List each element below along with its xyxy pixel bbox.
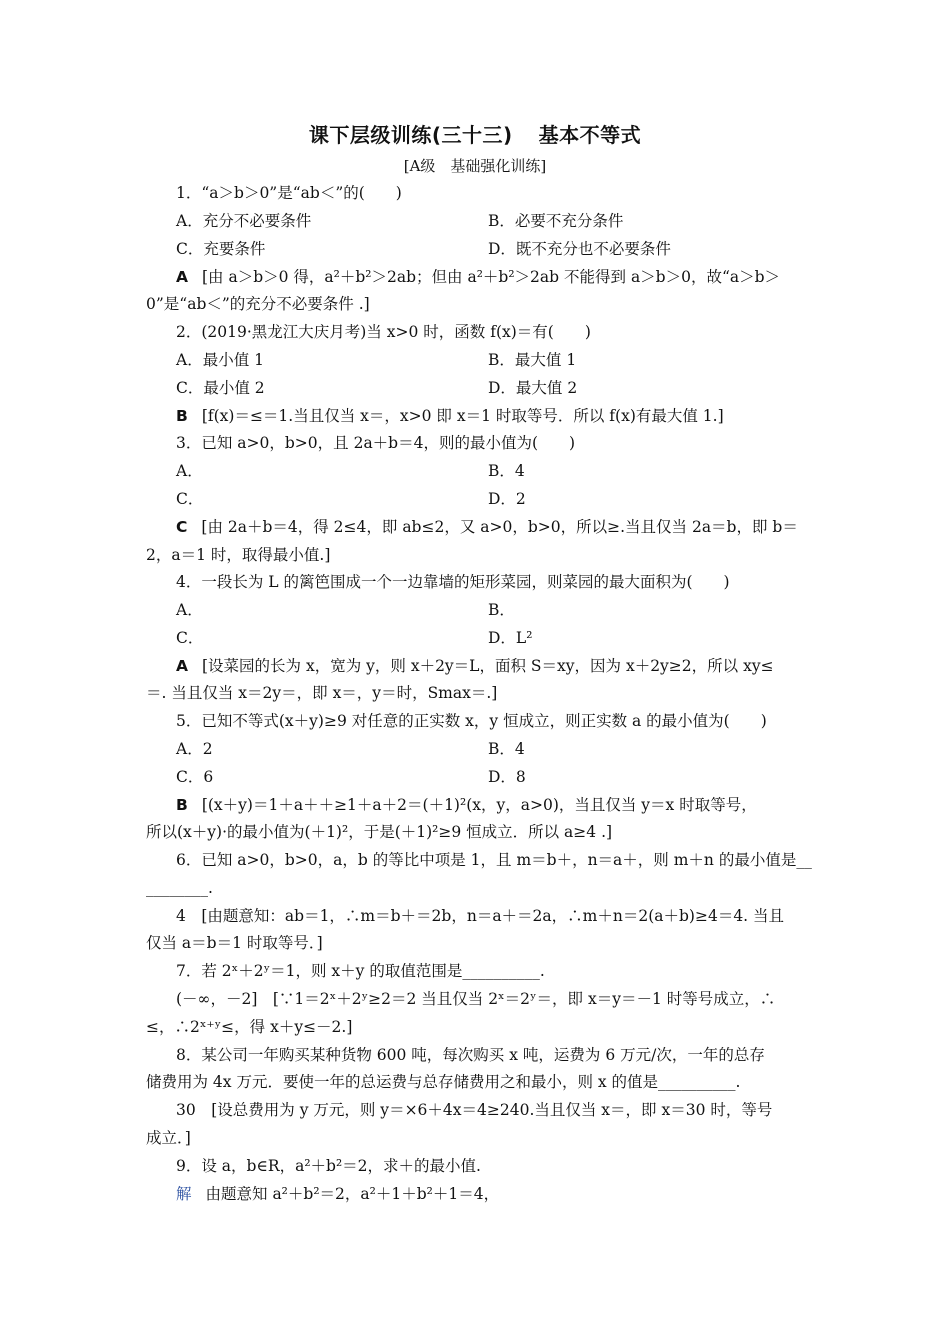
- line-text: 4．一段长为 L 的篱笆围成一个一边靠墙的矩形菜园，则菜园的最大面积为( ): [176, 573, 730, 591]
- line-text: A．充分不必要条件: [176, 212, 312, 230]
- text-line: [146, 683, 497, 703]
- option-line: [176, 739, 213, 759]
- line-text: 8．某公司一年购买某种货物 600 吨，每次购买 x 吨，运费为 6 万元/次，一年的总存: [176, 1046, 765, 1064]
- option-line: [488, 239, 671, 259]
- line-text: 储费用为 4x 万元．要使一年的总运费与总存储费用之和最小，则 x 的值是__________.: [146, 1073, 741, 1091]
- line-text: 30 [设总费用为 y 万元，则 y＝×6＋4x＝4≥240.当且仅当 x＝，即 x＝30 时，等号: [176, 1101, 773, 1119]
- title-topic: 基本不等式: [538, 123, 642, 147]
- answer-line: [176, 406, 724, 426]
- line-text: A．最小值 1: [176, 351, 264, 369]
- option-line: [176, 628, 203, 648]
- text-line: [146, 878, 213, 898]
- line-text: 6．已知 a>0，b>0，a，b 的等比中项是 1，且 m＝b＋，n＝a＋，则 m＋n 的最小值是__: [176, 851, 812, 869]
- line-text: C．最小值 2: [176, 379, 265, 397]
- line-text: D．2: [488, 490, 526, 508]
- option-line: [176, 211, 311, 231]
- answer-key: A: [176, 268, 188, 286]
- text-line: [176, 1045, 765, 1065]
- solution-label: 解: [176, 1185, 192, 1203]
- line-text: B．: [488, 601, 515, 619]
- line-text: [设菜园的长为 x，宽为 y，则 x＋2y＝L，面积 S＝xy，因为 x＋2y≥2，所以 xy≤: [202, 657, 774, 675]
- answer-key: A: [176, 657, 188, 675]
- text-line: [176, 961, 545, 981]
- option-line: [176, 239, 265, 259]
- line-text: 由题意知 a²＋b²＝2，a²＋1＋b²＋1＝4，: [205, 1185, 500, 1203]
- line-text: A．: [176, 462, 203, 480]
- line-text: 4 [由题意知：ab＝1，∴m＝b＋＝2b，n＝a＋＝2a，∴m＋n＝2(a＋b)≥4＝4. 当且: [176, 907, 785, 925]
- text-line: [176, 433, 575, 453]
- line-text: D．既不充分也不必要条件: [488, 240, 671, 258]
- line-text: ≤，∴2ˣ⁺ʸ≤，得 x＋y≤－2.]: [146, 1018, 353, 1036]
- text-line: [146, 294, 370, 314]
- line-text: [由 a＞b＞0 得，a²＋b²＞2ab；但由 a²＋b²＞2ab 不能得到 a＞b＞0，故“a＞b＞: [202, 268, 781, 286]
- option-line: [176, 378, 265, 398]
- line-text: C．充要条件: [176, 240, 266, 258]
- line-text: A．2: [176, 740, 213, 758]
- line-text: D．8: [488, 768, 526, 786]
- line-text: 7．若 2ˣ＋2ʸ＝1，则 x＋y 的取值范围是__________.: [176, 962, 545, 980]
- line-text: 0”是“ab＜”的充分不必要条件 .]: [146, 295, 370, 313]
- line-text: (－∞，－2] [∵1＝2ˣ＋2ʸ≥2＝2 当且仅当 2ˣ＝2ʸ＝，即 x＝y＝－1 时等号成立，∴: [176, 990, 776, 1008]
- line-text: D．L²: [488, 629, 533, 647]
- answer-line: [176, 517, 798, 537]
- line-text: [由 2a＋b＝4，得 2≤4，即 ab≤2，又 a>0，b>0，所以≥.当且仅当 2a＝b，即 b＝: [201, 518, 798, 536]
- text-line: [146, 822, 612, 842]
- option-line: [488, 767, 526, 787]
- line-text: [f(x)＝≤＝1.当且仅当 x＝，x>0 即 x＝1 时取等号．所以 f(x)有最大值 1.]: [201, 407, 724, 425]
- line-text: C．: [176, 490, 204, 508]
- text-line: [176, 850, 812, 870]
- line-text: 1．“a＞b＞0”是“ab＜”的( ): [176, 184, 402, 202]
- text-line: [176, 1156, 481, 1176]
- text-line: [176, 183, 402, 203]
- option-line: [176, 767, 213, 787]
- text-line: [146, 545, 330, 565]
- line-text: 9．设 a，b∈R，a²＋b²＝2，求＋的最小值.: [176, 1157, 481, 1175]
- answer-key: B: [176, 796, 188, 814]
- line-text: B．4: [488, 740, 525, 758]
- line-text: 成立．]: [146, 1129, 191, 1147]
- option-line: [488, 739, 525, 759]
- line-text: B．必要不充分条件: [488, 212, 624, 230]
- line-text: 所以(x＋y)·的最小值为(＋1)²，于是(＋1)²≥9 恒成立．所以 a≥4 .]: [146, 823, 613, 841]
- option-line: [176, 600, 203, 620]
- text-line: [176, 906, 784, 926]
- option-line: [488, 211, 623, 231]
- answer-line: [176, 267, 780, 287]
- option-line: [488, 350, 576, 370]
- option-line: [176, 461, 203, 481]
- text-line: [146, 933, 323, 953]
- text-line: [176, 711, 767, 731]
- line-text: 3．已知 a>0，b>0，且 2a＋b＝4，则的最小值为( ): [176, 434, 576, 452]
- text-line: [176, 572, 730, 592]
- option-line: [176, 489, 203, 509]
- title-main: 课下层级训练(三十三): [308, 123, 513, 147]
- option-line: [488, 600, 515, 620]
- text-line: [176, 1100, 772, 1120]
- text-line: [146, 1128, 191, 1148]
- text-line: [176, 989, 775, 1009]
- line-text: [(x＋y)＝1＋a＋＋≥1＋a＋2＝(＋1)²(x，y，a>0)，当且仅当 y＝x 时取等号，: [201, 796, 757, 814]
- line-text: B．最大值 1: [488, 351, 577, 369]
- level-heading: [A级 基础强化训练]: [403, 157, 547, 175]
- answer-line: [176, 795, 757, 815]
- answer-line: [176, 656, 774, 676]
- answer-key: C: [176, 518, 188, 536]
- line-text: C．: [176, 629, 204, 647]
- line-text: ________.: [146, 879, 213, 897]
- answer-key: B: [176, 407, 188, 425]
- line-text: A．: [176, 601, 203, 619]
- line-text: ＝. 当且仅当 x＝2y＝，即 x＝，y＝时，Smax＝.]: [146, 684, 498, 702]
- option-line: [488, 489, 526, 509]
- line-text: 仅当 a＝b＝1 时取等号．]: [146, 934, 323, 952]
- text-line: [146, 1017, 352, 1037]
- line-text: 2，a＝1 时，取得最小值.]: [146, 546, 331, 564]
- text-line: [176, 322, 591, 342]
- page-title: [0, 122, 950, 148]
- line-text: 2．(2019·黑龙江大庆月考)当 x>0 时，函数 f(x)＝有( ): [176, 323, 591, 341]
- option-line: [488, 628, 532, 648]
- text-line: [146, 1072, 740, 1092]
- line-text: C．6: [176, 768, 214, 786]
- option-line: [488, 461, 525, 481]
- text-line: [176, 1184, 499, 1204]
- line-text: D．最大值 2: [488, 379, 578, 397]
- line-text: 5．已知不等式(x＋y)≥9 对任意的正实数 x，y 恒成立，则正实数 a 的最小值为( ): [176, 712, 767, 730]
- line-text: B．4: [488, 462, 525, 480]
- option-line: [488, 378, 577, 398]
- option-line: [176, 350, 264, 370]
